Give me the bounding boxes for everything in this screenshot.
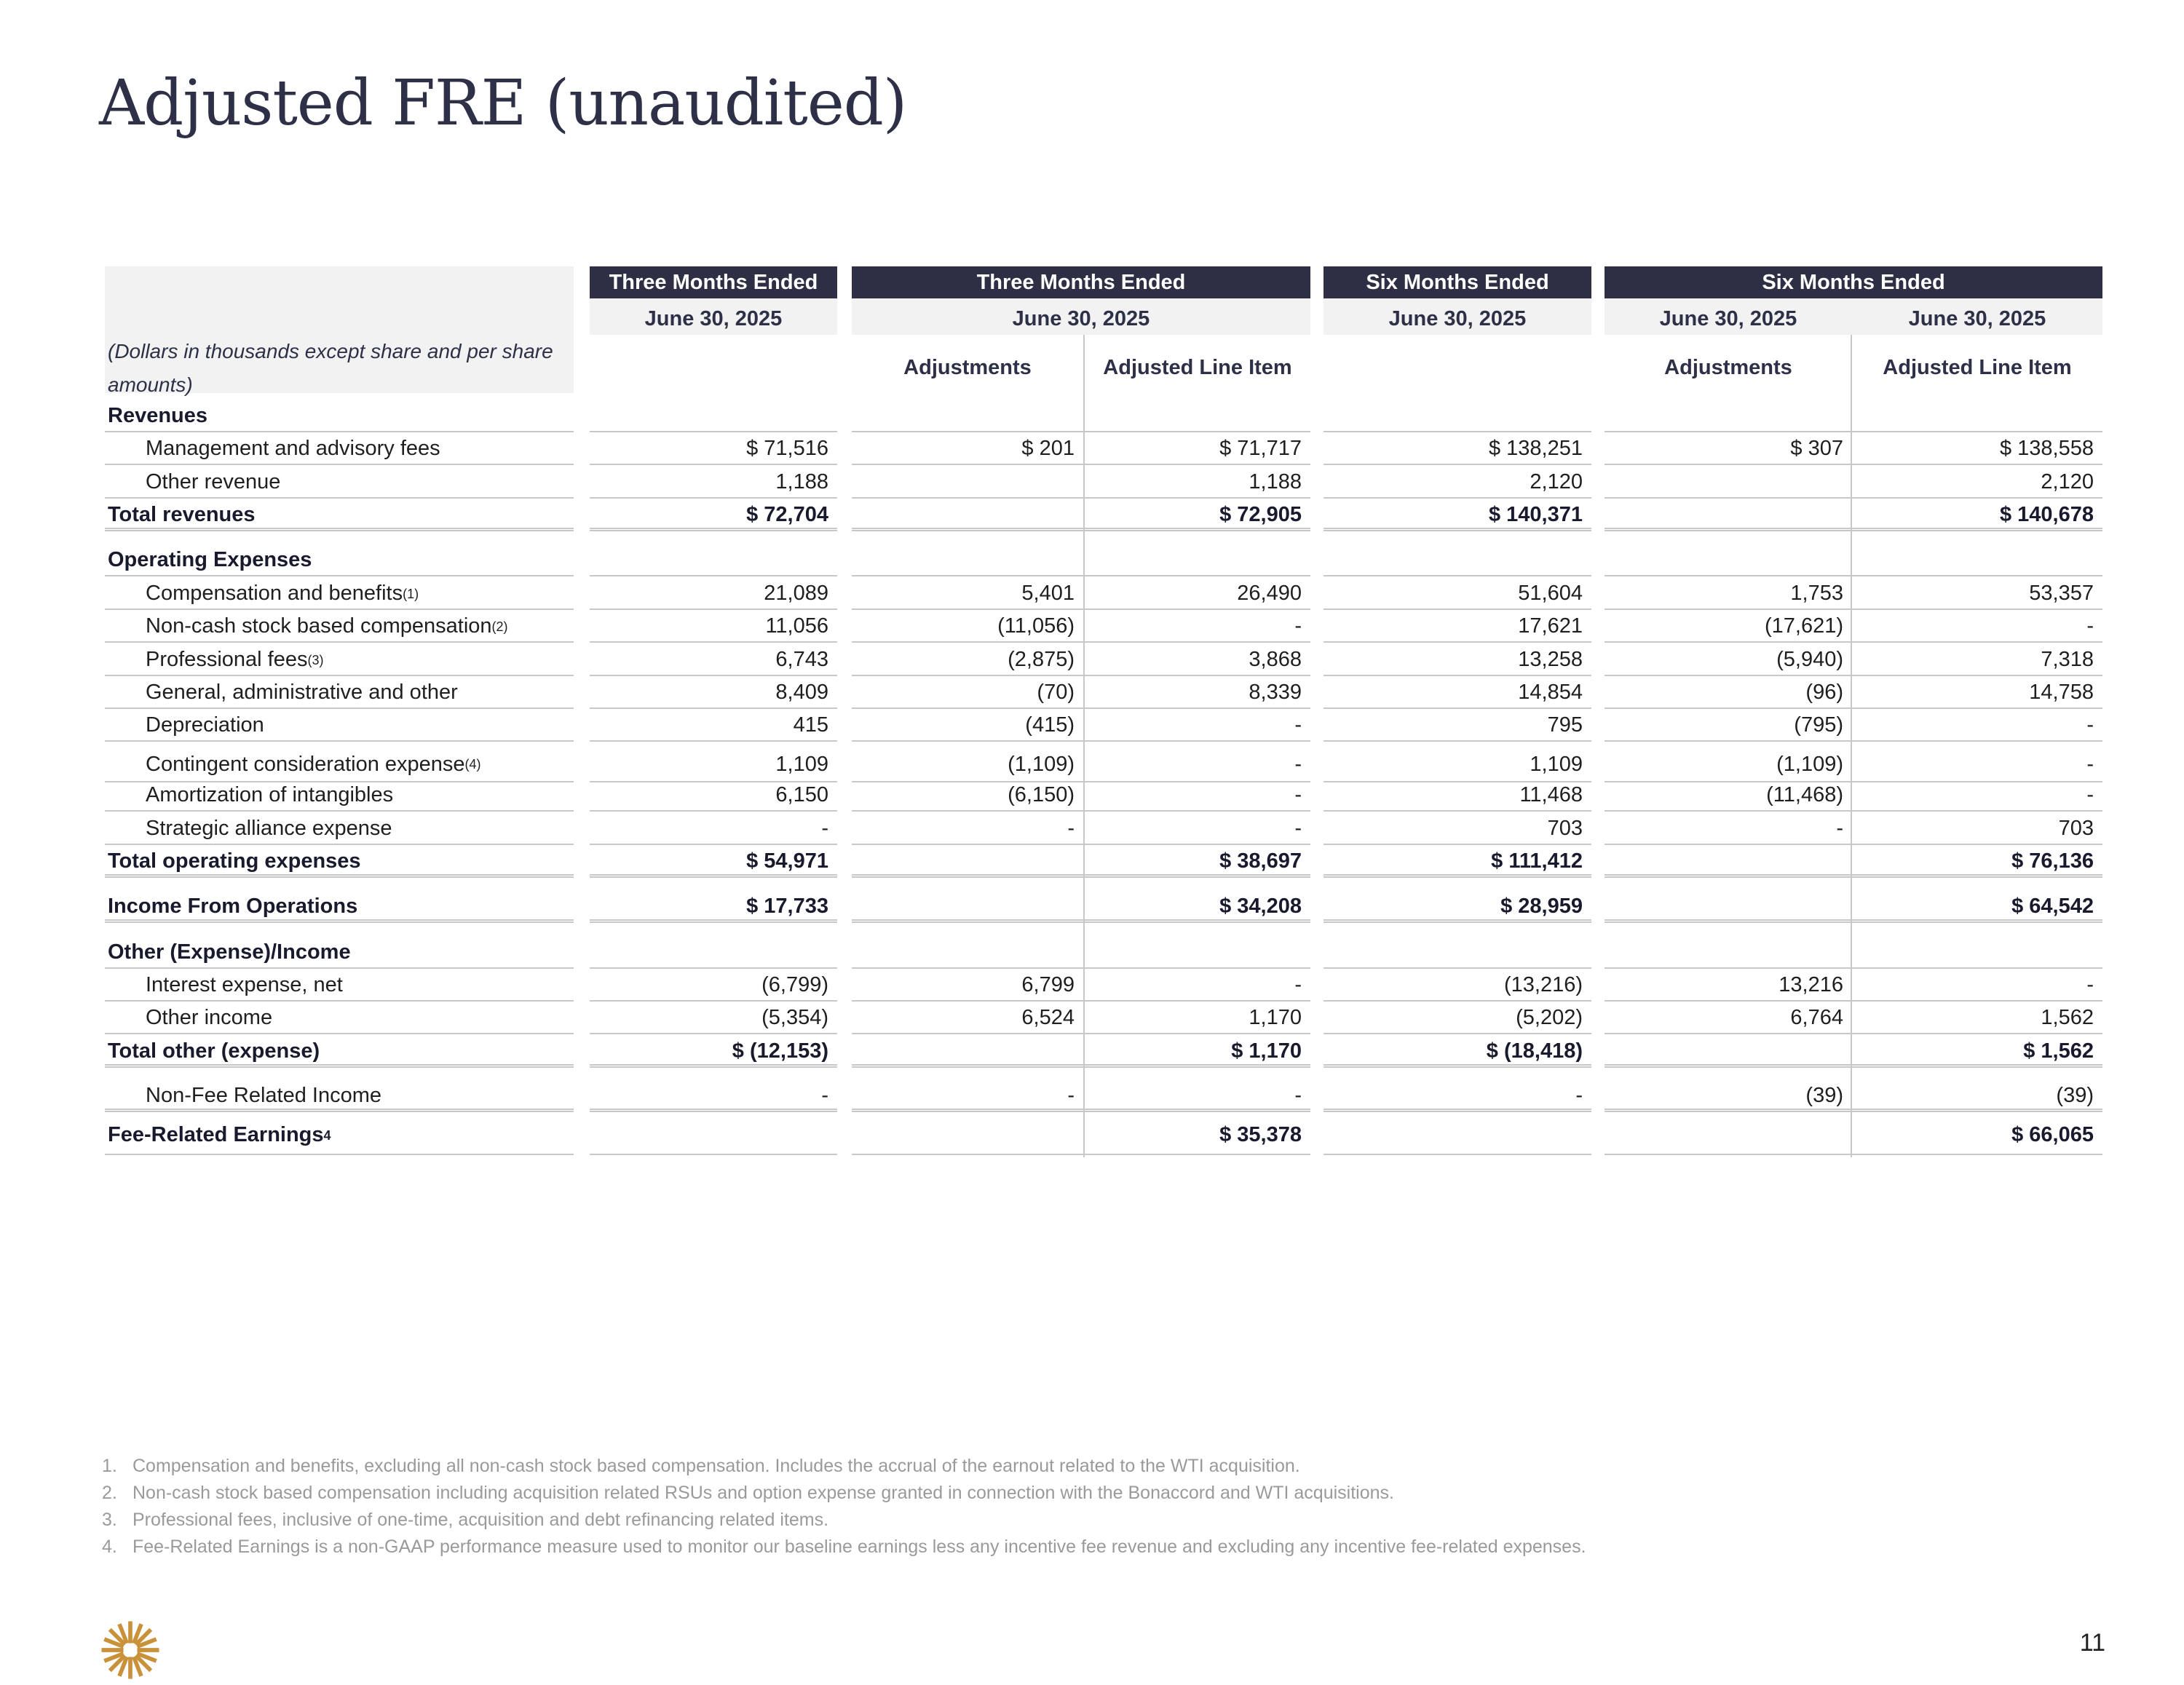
date-header-2: June 30, 2025	[1012, 306, 1150, 330]
value-cell: (39)	[1805, 1084, 1843, 1107]
table-row	[0, 577, 2184, 610]
value-cell	[1085, 544, 1302, 576]
value-cell: -	[2086, 783, 2094, 806]
value-cell	[1324, 936, 1583, 969]
value-cell: $ 111,412	[1491, 849, 1583, 873]
value-cell	[1605, 466, 1843, 499]
value-cell: (795)	[1794, 713, 1843, 737]
row-label-text: Operating Expenses	[108, 548, 312, 571]
company-logo-icon	[96, 1616, 165, 1684]
value-cell: 795	[1547, 713, 1583, 737]
row-label-text: Total operating expenses	[108, 849, 361, 873]
value-cell: 6,524	[1021, 1006, 1075, 1029]
value-cell: -	[1294, 1084, 1302, 1107]
value-cell: $ 1,170	[1231, 1039, 1302, 1063]
value-cell: -	[2086, 713, 2094, 737]
row-label-text: Contingent consideration expense	[146, 752, 465, 776]
group-header-3: Six Months Ended	[1324, 266, 1591, 298]
table-row	[0, 643, 2184, 676]
value-cell: 703	[2058, 817, 2094, 840]
date-header-3: June 30, 2025	[1388, 306, 1527, 330]
table-row	[0, 676, 2184, 709]
table-row	[0, 544, 2184, 576]
value-cell	[1605, 890, 1843, 923]
value-cell: 1,109	[1530, 752, 1583, 776]
value-cell: $ 38,697	[1219, 849, 1302, 873]
page-number: 11	[2079, 1629, 2105, 1657]
value-cell: 703	[1547, 817, 1583, 840]
row-label-text: Compensation and benefits	[146, 582, 403, 605]
table-row	[0, 400, 2184, 432]
row-label	[146, 1079, 381, 1112]
value-cell	[1605, 544, 1843, 576]
value-cell	[1085, 936, 1302, 969]
value-cell: $ (18,418)	[1486, 1039, 1583, 1063]
value-cell: $ 71,717	[1219, 437, 1302, 460]
value-cell: -	[1067, 817, 1075, 840]
value-cell: 8,339	[1249, 681, 1302, 704]
footnotes	[102, 1453, 2068, 1561]
value-cell: $ 307	[1790, 437, 1843, 460]
value-cell: -	[1294, 817, 1302, 840]
value-cell: -	[821, 817, 828, 840]
value-cell	[1605, 499, 1843, 531]
value-cell	[852, 890, 1075, 923]
value-cell	[852, 1035, 1075, 1068]
row-label	[146, 709, 264, 742]
footnote-item: 2. Non-cash stock based compensation including acquisition related RSUs and option expense granted in connection with the Bonaccord and WTI acquisitions.	[102, 1480, 2068, 1507]
value-cell	[1324, 1115, 1583, 1155]
value-cell: (5,202)	[1516, 1006, 1583, 1029]
table-row	[0, 1079, 2184, 1112]
value-cell	[1605, 845, 1843, 878]
row-label	[108, 936, 351, 969]
table-row	[0, 466, 2184, 499]
table-row	[0, 845, 2184, 878]
row-label	[108, 1035, 320, 1068]
row-label-text: Depreciation	[146, 713, 264, 737]
value-cell: 2,120	[2041, 470, 2094, 493]
value-cell: 26,490	[1237, 582, 1302, 605]
value-cell: (6,799)	[761, 973, 828, 996]
value-cell: 11,468	[1519, 783, 1583, 806]
value-cell: (415)	[1025, 713, 1075, 737]
row-label	[146, 969, 343, 1002]
value-cell: $ 140,678	[1999, 503, 2094, 526]
table-row	[0, 610, 2184, 643]
table-row	[0, 1035, 2184, 1068]
value-cell	[590, 544, 828, 576]
table-row	[0, 499, 2184, 531]
value-cell: 8,409	[775, 681, 828, 704]
value-cell: $ (12,153)	[732, 1039, 828, 1063]
table-row	[0, 432, 2184, 465]
row-label-text: Other revenue	[146, 470, 281, 493]
value-cell: $ 35,378	[1219, 1123, 1302, 1146]
value-cell: 1,562	[2041, 1006, 2094, 1029]
value-cell: -	[2086, 614, 2094, 638]
row-label-text: Total other (expense)	[108, 1039, 320, 1063]
row-label-text: Interest expense, net	[146, 973, 343, 996]
row-label-text: Amortization of intangibles	[146, 783, 394, 806]
value-cell	[1324, 400, 1583, 432]
subheader-adjusted-6m: Adjusted Line Item	[1883, 355, 2072, 379]
value-cell: 14,758	[2029, 681, 2094, 704]
value-cell: (17,621)	[1764, 614, 1843, 638]
table-row	[0, 1115, 2184, 1155]
value-cell	[852, 936, 1075, 969]
value-cell: 14,854	[1518, 681, 1583, 704]
group-header-1: Three Months Ended	[590, 266, 837, 298]
value-cell: -	[2086, 752, 2094, 776]
row-label	[146, 779, 393, 812]
value-cell	[1852, 936, 2094, 969]
value-cell: (96)	[1805, 681, 1843, 704]
date-header-1: June 30, 2025	[644, 306, 783, 330]
value-cell	[1085, 400, 1302, 432]
row-label	[108, 499, 256, 531]
value-cell	[852, 544, 1075, 576]
table-row	[0, 746, 2184, 782]
value-cell: $ 140,371	[1488, 503, 1583, 526]
value-cell	[590, 1115, 828, 1155]
row-label	[108, 544, 312, 576]
row-label	[146, 812, 392, 845]
value-cell	[852, 400, 1075, 432]
value-cell	[590, 936, 828, 969]
date-header-4: June 30, 2025	[1659, 306, 1797, 330]
group-header-4: Six Months Ended	[1605, 266, 2102, 298]
row-label: Fee-Related Earnings 4	[108, 1123, 331, 1146]
value-cell: (70)	[1037, 681, 1075, 704]
footnote-text: Compensation and benefits, excluding all non-cash stock based compensation. Includes the accrual of the earnout related to the WTI acquisition.	[132, 1456, 1300, 1476]
value-cell: $ 71,516	[746, 437, 828, 460]
value-cell: 1,109	[775, 752, 828, 776]
value-cell: $ 138,251	[1488, 437, 1583, 460]
row-label: Compensation and benefits (1)	[146, 582, 419, 605]
value-cell: -	[1294, 713, 1302, 737]
value-cell: $ 138,558	[1999, 437, 2094, 460]
footnote-item: 3. Professional fees, inclusive of one-time, acquisition and debt refinancing related items.	[102, 1507, 2068, 1534]
row-label	[108, 890, 357, 923]
value-cell: -	[1294, 783, 1302, 806]
subheader-adjusted-3m: Adjusted Line Item	[1103, 355, 1292, 379]
table-row	[0, 969, 2184, 1002]
date-header-5: June 30, 2025	[1908, 306, 2046, 330]
value-cell: 6,743	[775, 648, 828, 671]
row-label: Contingent consideration expense (4)	[146, 752, 481, 776]
row-label	[146, 466, 280, 499]
value-cell: -	[2086, 973, 2094, 996]
value-cell: 6,150	[775, 783, 828, 806]
group-header-2: Three Months Ended	[852, 266, 1310, 298]
value-cell: (39)	[2056, 1084, 2094, 1107]
row-label-text: Total revenues	[108, 503, 256, 526]
row-label	[146, 432, 440, 465]
value-cell: (5,940)	[1776, 648, 1843, 671]
value-cell	[1605, 400, 1843, 432]
value-cell: -	[1067, 1084, 1075, 1107]
row-label-text: General, administrative and other	[146, 681, 458, 704]
value-cell: 1,170	[1249, 1006, 1302, 1029]
row-label-text: Strategic alliance expense	[146, 817, 392, 840]
value-cell: -	[821, 1084, 828, 1107]
value-cell: 21,089	[764, 582, 828, 605]
value-cell: 13,258	[1518, 648, 1583, 671]
value-cell: -	[1836, 817, 1843, 840]
value-cell: $ 72,704	[746, 503, 828, 526]
value-cell: (6,150)	[1008, 783, 1075, 806]
value-cell: (11,468)	[1766, 783, 1843, 806]
value-cell: $ 17,733	[746, 895, 828, 918]
value-cell: $ 34,208	[1219, 895, 1302, 918]
value-cell: 415	[793, 713, 828, 737]
value-cell: 51,604	[1518, 582, 1583, 605]
footnote-text: Professional fees, inclusive of one-time, acquisition and debt refinancing related items.	[132, 1510, 829, 1530]
row-label-text: Revenues	[108, 404, 208, 427]
value-cell: $ 28,959	[1500, 895, 1583, 918]
value-cell: (5,354)	[761, 1006, 828, 1029]
value-cell: 6,799	[1021, 973, 1075, 996]
row-label-text: Other income	[146, 1006, 273, 1029]
value-cell: 13,216	[1779, 973, 1843, 996]
value-cell	[1852, 400, 2094, 432]
value-cell	[1605, 1035, 1843, 1068]
table-row	[0, 779, 2184, 812]
value-cell: (2,875)	[1008, 648, 1075, 671]
value-cell	[590, 400, 828, 432]
value-cell	[852, 466, 1075, 499]
table-row	[0, 1002, 2184, 1034]
row-label-text: Non-Fee Related Income	[146, 1084, 381, 1107]
value-cell: (1,109)	[1776, 752, 1843, 776]
value-cell: 6,764	[1790, 1006, 1843, 1029]
row-label: Professional fees (3)	[146, 648, 324, 671]
value-cell: $ 72,905	[1219, 503, 1302, 526]
row-label-text: Management and advisory fees	[146, 437, 440, 460]
row-label-text: Other (Expense)/Income	[108, 940, 351, 964]
row-label	[108, 845, 361, 878]
value-cell: $ 201	[1021, 437, 1075, 460]
value-cell: -	[1294, 614, 1302, 638]
value-cell	[1324, 544, 1583, 576]
value-cell: 7,318	[2041, 648, 2094, 671]
footnote-item: 1. Compensation and benefits, excluding all non-cash stock based compensation. Includes the accrual of the earnout related to the WTI acquisition.	[102, 1453, 2068, 1480]
value-cell: -	[1294, 973, 1302, 996]
row-label-text: Professional fees	[146, 648, 308, 671]
table-row	[0, 812, 2184, 845]
value-cell: -	[1575, 1084, 1583, 1107]
value-cell	[852, 845, 1075, 878]
row-label-text: Income From Operations	[108, 895, 358, 918]
value-cell	[1605, 936, 1843, 969]
value-cell: (13,216)	[1503, 973, 1583, 996]
footnote-text: Fee-Related Earnings is a non-GAAP performance measure used to monitor our baseline earnings less any incentive fee revenue and excluding any incentive fee-related expenses.	[132, 1537, 1586, 1557]
table-row	[0, 890, 2184, 923]
value-cell: 1,753	[1790, 582, 1843, 605]
row-label	[146, 1002, 272, 1034]
value-cell: $ 54,971	[746, 849, 828, 873]
value-cell: $ 76,136	[2011, 849, 2094, 873]
value-cell: 3,868	[1249, 648, 1302, 671]
subheader-adjustments-3m: Adjustments	[903, 355, 1032, 379]
table-row	[0, 709, 2184, 742]
value-cell: $ 1,562	[2023, 1039, 2094, 1063]
value-cell: $ 64,542	[2011, 895, 2094, 918]
value-cell: (11,056)	[997, 614, 1075, 638]
value-cell: 5,401	[1021, 582, 1075, 605]
value-cell	[852, 499, 1075, 531]
value-cell: -	[1294, 752, 1302, 776]
table-row	[0, 936, 2184, 969]
row-label-text: Non-cash stock based compensation	[146, 614, 492, 638]
value-cell: $ 66,065	[2011, 1123, 2094, 1146]
value-cell: 11,056	[765, 614, 828, 638]
row-label-text: Fee-Related Earnings	[108, 1123, 324, 1146]
value-cell: (1,109)	[1008, 752, 1075, 776]
row-label	[146, 676, 458, 709]
row-label: Non-cash stock based compensation (2)	[146, 614, 508, 638]
subheader-adjustments-6m: Adjustments	[1664, 355, 1792, 379]
value-cell: 1,188	[775, 470, 828, 493]
footnote-item: 4. Fee-Related Earnings is a non-GAAP performance measure used to monitor our baseline earnings less any incentive fee revenue and excluding any incentive fee-related expenses.	[102, 1534, 2068, 1561]
value-cell: 1,188	[1249, 470, 1302, 493]
value-cell: 17,621	[1518, 614, 1583, 638]
value-cell: 2,120	[1530, 470, 1583, 493]
footnote-text: Non-cash stock based compensation including acquisition related RSUs and option expense granted in connection with the Bonaccord and WTI acquisitions.	[132, 1483, 1394, 1503]
page-title: Adjusted FRE (unaudited)	[99, 67, 907, 140]
row-label	[108, 400, 207, 432]
value-cell	[1605, 1115, 1843, 1155]
value-cell	[852, 1115, 1075, 1155]
units-note: (Dollars in thousands except share and per share amounts)	[108, 340, 553, 396]
value-cell	[1852, 544, 2094, 576]
value-cell: 53,357	[2029, 582, 2094, 605]
